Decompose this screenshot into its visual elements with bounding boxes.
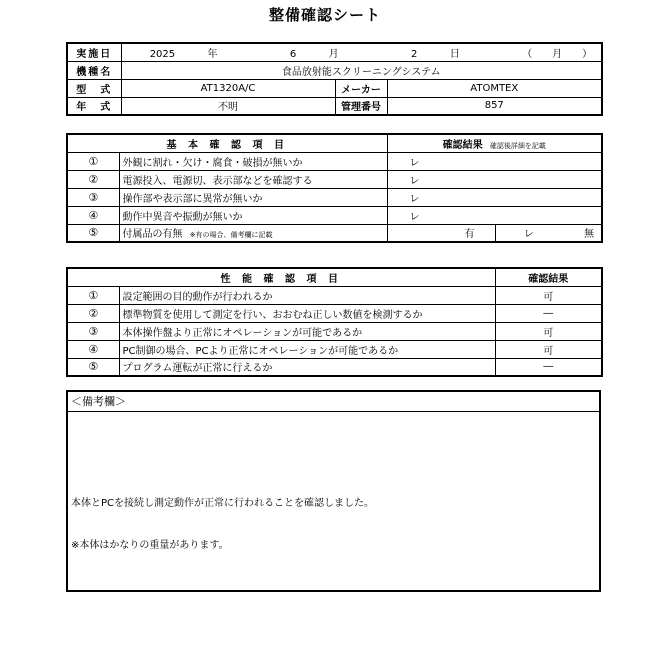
- accessory-note: ※有の場合、備考欄に記載: [189, 231, 273, 240]
- date-value: [121, 43, 602, 61]
- date-label: 実施日: [67, 43, 121, 61]
- item-number: ③: [67, 188, 119, 206]
- basic-check-table: [66, 133, 603, 243]
- table-row: [67, 286, 602, 304]
- item-number: ⑤: [67, 358, 119, 376]
- info-table: [66, 42, 603, 116]
- item-text: 動作中異音や振動が無いか: [119, 206, 387, 224]
- item-number: ①: [67, 286, 119, 304]
- basic-result-header: [387, 134, 602, 152]
- item-text: 操作部や表示部に異常が無いか: [119, 188, 387, 206]
- model-name: 食品放射能スクリーニングシステム: [121, 61, 602, 79]
- check-mark: レ: [387, 206, 602, 224]
- item-text: 電源投入、電源切、表示部などを確認する: [119, 170, 387, 188]
- accessory-no-cell: [495, 224, 602, 242]
- item-result: ―: [495, 304, 602, 322]
- table-row: [67, 304, 602, 322]
- item-number: ②: [67, 170, 119, 188]
- accessory-no: 無: [584, 229, 595, 241]
- item-text: [119, 224, 387, 242]
- table-row: [67, 188, 602, 206]
- table-row: [67, 340, 602, 358]
- table-row: [67, 224, 602, 242]
- table-row: [67, 152, 602, 170]
- basic-result-title: 確認結果: [442, 139, 483, 151]
- check-mark: レ: [387, 188, 602, 206]
- performance-result-header: 確認結果: [495, 268, 602, 286]
- date-month: 6: [289, 48, 297, 60]
- item-number: ③: [67, 322, 119, 340]
- item-text: PC制御の場合、PCより正常にオペレーションが可能であるか: [119, 340, 495, 358]
- date-year: 2025: [149, 48, 176, 60]
- table-row: [67, 322, 602, 340]
- model-label: 機種名: [67, 61, 121, 79]
- date-year-unit: 年: [207, 48, 218, 60]
- type-label: 型 式: [67, 79, 121, 97]
- type-value: AT1320A/C: [121, 79, 335, 97]
- remarks-box: [66, 390, 601, 592]
- basic-result-note: 確認後詳細を記載: [489, 141, 546, 150]
- item-number: ⑤: [67, 224, 119, 242]
- table-row: [67, 170, 602, 188]
- date-weekday: （ 月 ）: [522, 48, 593, 60]
- mgmt-value: 857: [387, 97, 602, 115]
- date-month-unit: 月: [328, 48, 339, 60]
- item-text: 設定範囲の目的動作が行われるか: [119, 286, 495, 304]
- item-result: 可: [495, 340, 602, 358]
- date-day: 2: [411, 48, 418, 60]
- table-row: [67, 358, 602, 376]
- item-text: プログラム運転が正常に行えるか: [119, 358, 495, 376]
- accessory-label: 付属品の有無: [122, 229, 183, 241]
- item-number: ②: [67, 304, 119, 322]
- item-number: ①: [67, 152, 119, 170]
- item-result: ―: [495, 358, 602, 376]
- item-text: 標準物質を使用して測定を行い、おおむね正しい数値を検測するか: [119, 304, 495, 322]
- item-number: ④: [67, 340, 119, 358]
- table-row: [67, 206, 602, 224]
- remarks-line-2: ※本体はかなりの重量があります。: [71, 540, 229, 551]
- maker-label: メーカー: [335, 79, 387, 97]
- check-mark: レ: [387, 152, 602, 170]
- performance-check-table: [66, 267, 603, 377]
- item-result: 可: [495, 322, 602, 340]
- accessory-check-mark: レ: [523, 229, 534, 241]
- document-title: 整備確認シート: [268, 6, 381, 24]
- item-text: 外観に割れ・欠け・腐食・破損が無いか: [119, 152, 387, 170]
- year-value: 不明: [121, 97, 335, 115]
- item-number: ④: [67, 206, 119, 224]
- basic-header: 基 本 確 認 項 目: [67, 134, 387, 152]
- date-day-unit: 日: [449, 48, 460, 60]
- item-text: 本体操作盤より正常にオペレーションが可能であるか: [119, 322, 495, 340]
- remarks-header: ＜備考欄＞: [68, 392, 599, 412]
- accessory-yes: 有: [387, 224, 495, 242]
- mgmt-label: 管理番号: [335, 97, 387, 115]
- item-result: 可: [495, 286, 602, 304]
- check-mark: レ: [387, 170, 602, 188]
- remarks-line-1: 本体とPCを接続し測定動作が正常に行われることを確認しました。: [71, 498, 375, 509]
- year-label: 年 式: [67, 97, 121, 115]
- maker-value: ATOMTEX: [387, 79, 602, 97]
- performance-header: 性 能 確 認 項 目: [67, 268, 495, 286]
